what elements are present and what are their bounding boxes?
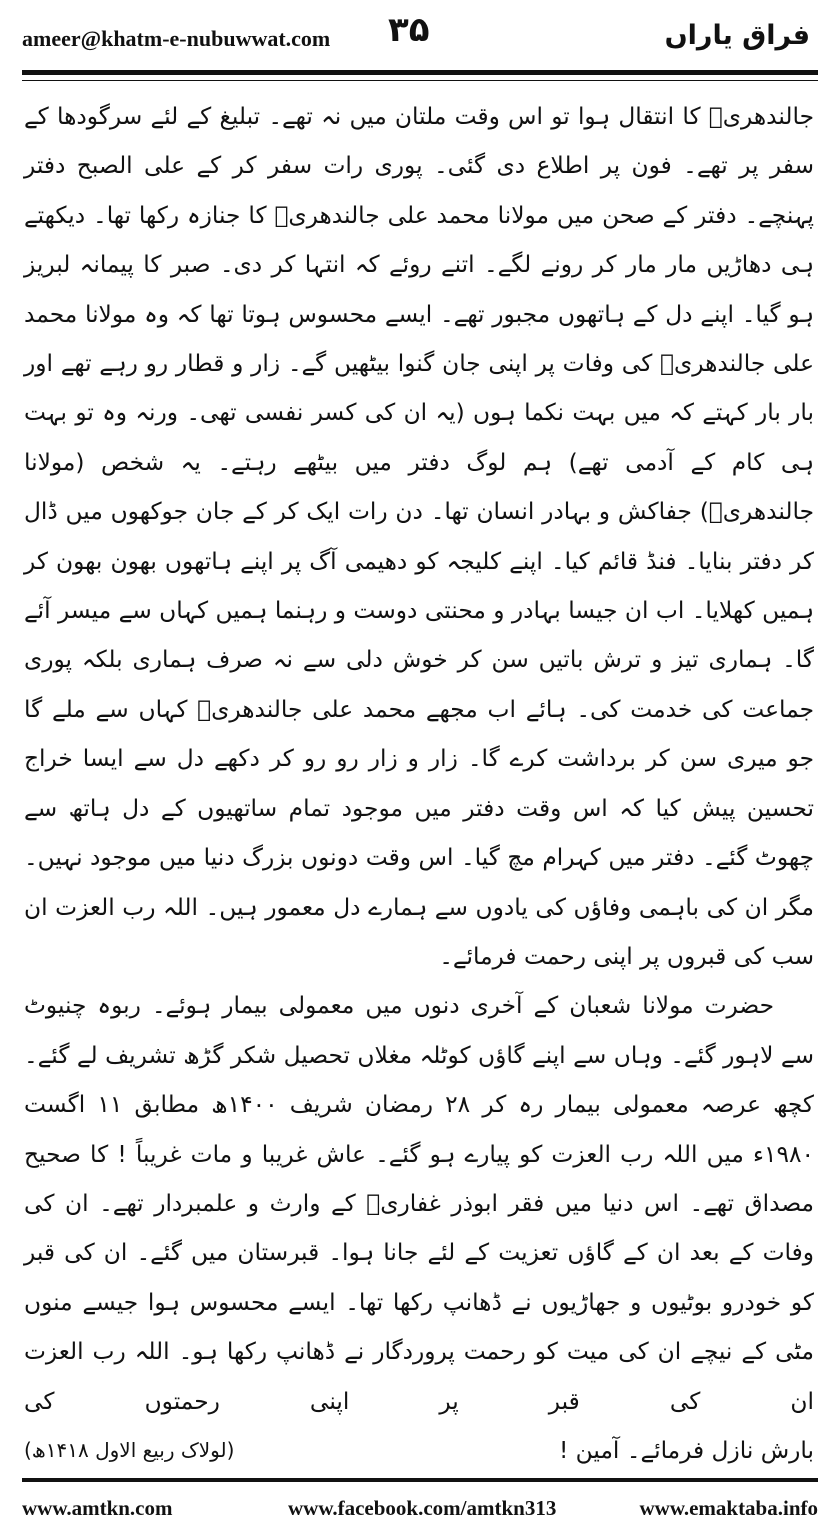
page-footer (22, 1496, 818, 1526)
page-body (24, 92, 814, 1475)
closing-line-row (24, 1426, 814, 1475)
header-email: ameer@khatm-e-nubuwwat.com (22, 26, 331, 51)
footer-link-facebook[interactable]: www.facebook.com/amtkn313 (288, 1496, 557, 1520)
page-number: ۳۵ (388, 10, 430, 50)
book-title: فراق یاراں (664, 20, 810, 51)
footer-link-emaktaba[interactable]: www.emaktaba.info (639, 1496, 818, 1520)
header-rule-thin (22, 80, 818, 81)
header-rule-thick (22, 70, 818, 75)
source-citation: (لولاک ربیع الاول ۱۴۱۸ھ) (24, 1437, 235, 1462)
footer-rule (22, 1478, 818, 1482)
page-header (16, 8, 824, 74)
paragraph-1: جالندھریؒ کا انتقال ہوا تو اس وقت ملتان میں نہ تھے۔ تبلیغ کے لئے سرگودھا کے سفر پر تھے۔ فون پر اطلاع دی گئی۔ پوری رات سفر کر کے علی الصبح دفتر پہنچے۔ دفتر کے صحن میں مولانا محمد علی جالندھریؒ کا جنازہ رکھا تھا۔ دیکھتے ہی دھاڑیں مار مار کر رونے لگے۔ اتنے روئے کہ انتہا کر دی۔ صبر کا پیمانہ لبریز ہو گیا۔ اپنے دل کے ہاتھوں مجبور تھے۔ ایسے محسوس ہوتا تھا کہ وہ مولانا محمد علی جالندھریؒ کی وفات پر اپنی جان گنوا بیٹھیں گے۔ زار و قطار رو رہے تھے اور بار بار کہتے کہ میں بہت نکما ہوں (یہ ان کی کسر نفسی تھی۔ ورنہ وہ تو بہت ہی کام کے آدمی تھے) ہم لوگ دفتر میں بیٹھے رہتے۔ یہ شخص (مولانا جالندھریؒ) جفاکش و بہادر انسان تھا۔ دن رات ایک کر کے جان جوکھوں میں ڈال کر دفتر بنایا۔ فنڈ قائم کیا۔ اپنے کلیجہ کو دھیمی آگ پر اپنے ہاتھوں بھون بھون کر ہمیں کھلایا۔ اب ان جیسا بہادر و محنتی دوست و رہنما ہمیں کہاں سے میسر آئے گا۔ ہماری تیز و ترش باتیں سن کر خوش دلی سے نہ صرف ہماری بلکہ پوری جماعت کی خدمت کی۔ ہائے اب مجھے محمد علی جالندھریؒ کہاں سے ملے گا جو میری سن کر برداشت کرے گا۔ زار و زار رو رو کر دکھے دل سے ایسا خراج تحسین پیش کیا کہ اس وقت دفتر میں موجود تمام ساتھیوں کے دل ہاتھ سے چھوٹ گئے۔ دفتر میں کہرام مچ گیا۔ اس وقت دونوں بزرگ دنیا میں موجود نہیں۔ مگر ان کی باہمی وفاؤں کی یادوں سے ہمارے دل معمور ہیں۔ اللہ رب العزت ان سب کی قبروں پر اپنی رحمت فرمائے۔ (24, 103, 814, 970)
closing-line: بارش نازل فرمائے۔ آمین ! (558, 1436, 814, 1464)
paragraph-2: حضرت مولانا شعبان کے آخری دنوں میں معمولی بیمار ہوئے۔ ربوہ چنیوٹ سے لاہور گئے۔ وہاں سے اپنے گاؤں کوٹلہ مغلاں تحصیل شکر گڑھ تشریف لے گئے۔ کچھ عرصہ معمولی بیمار رہ کر ۲۸ رمضان شریف ۱۴۰۰ھ مطابق ۱۱ اگست ۱۹۸۰ء میں اللہ رب العزت کو پیارے ہو گئے۔ عاش غریبا و مات غریباً ! کا صحیح مصداق تھے۔ اس دنیا میں فقر ابوذر غفاریؓ کے وارث و علمبردار تھے۔ ان کی وفات کے بعد ان کے گاؤں تعزیت کے لئے جانا ہوا۔ قبرستان میں گئے۔ ان کی قبر کو خودرو بوٹیوں و جھاڑیوں نے ڈھانپ رکھا تھا۔ ایسے محسوس ہوا جیسے منوں مٹی کے نیچے ان کی میت کو رحمت پروردگار نے ڈھانپ رکھا ہو۔ اللہ رب العزت ان کی قبر پر اپنی رحمتوں کی (24, 992, 814, 1415)
footer-link-amtkn[interactable]: www.amtkn.com (22, 1496, 173, 1520)
